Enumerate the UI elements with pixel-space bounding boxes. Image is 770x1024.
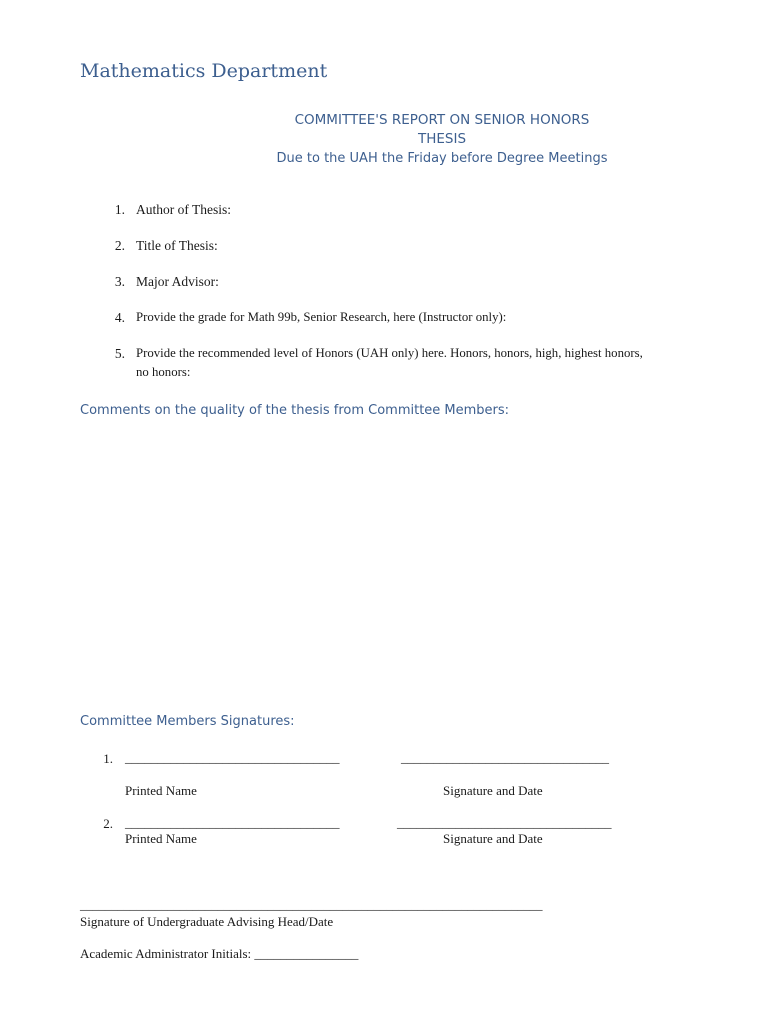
signature-date-line[interactable]: _________________________________ bbox=[397, 815, 612, 830]
admin-initials-field[interactable]: Academic Administrator Initials: ________________ bbox=[80, 946, 359, 961]
item-major-advisor: Major Advisor: bbox=[136, 274, 219, 289]
printed-name-line[interactable]: _________________________________ bbox=[125, 815, 340, 830]
item-honors-level: Provide the recommended level of Honors (UAH only) here. Honors, honors, high, highest honors, bbox=[136, 346, 643, 360]
sig-row-number: 2. bbox=[103, 816, 113, 831]
printed-name-label: Printed Name bbox=[125, 783, 197, 798]
advising-signature-label: Signature of Undergraduate Advising Head/Date bbox=[80, 914, 334, 929]
comments-heading: Comments on the quality of the thesis from Committee Members: bbox=[80, 403, 510, 418]
form-title-line2: THESIS bbox=[417, 131, 467, 147]
signature-date-label: Signature and Date bbox=[443, 831, 543, 846]
form-title-line1: COMMITTEE'S REPORT ON SENIOR HONORS bbox=[294, 112, 590, 128]
form-subtitle: Due to the UAH the Friday before Degree Meetings bbox=[276, 151, 608, 166]
item-author-of-thesis: Author of Thesis: bbox=[136, 202, 231, 217]
printed-name-label: Printed Name bbox=[125, 831, 197, 846]
item-grade-math-99b: Provide the grade for Math 99b, Senior Research, here (Instructor only): bbox=[136, 310, 507, 324]
signatures-heading: Committee Members Signatures: bbox=[80, 714, 295, 729]
advising-signature-line[interactable]: __________________________________________________________________________ bbox=[80, 898, 543, 912]
department-heading: Mathematics Department bbox=[80, 60, 328, 82]
item-number: 2. bbox=[114, 238, 125, 253]
item-number: 4. bbox=[114, 310, 125, 325]
item-number: 5. bbox=[114, 346, 125, 361]
item-honors-level-cont: no honors: bbox=[136, 365, 191, 379]
printed-name-line[interactable]: _________________________________ bbox=[125, 750, 340, 765]
signature-date-label: Signature and Date bbox=[443, 783, 543, 798]
item-title-of-thesis: Title of Thesis: bbox=[136, 238, 218, 253]
signature-date-line[interactable]: ________________________________ bbox=[401, 750, 609, 765]
sig-row-number: 1. bbox=[103, 751, 113, 766]
item-number: 3. bbox=[114, 274, 125, 289]
item-number: 1. bbox=[114, 202, 125, 217]
